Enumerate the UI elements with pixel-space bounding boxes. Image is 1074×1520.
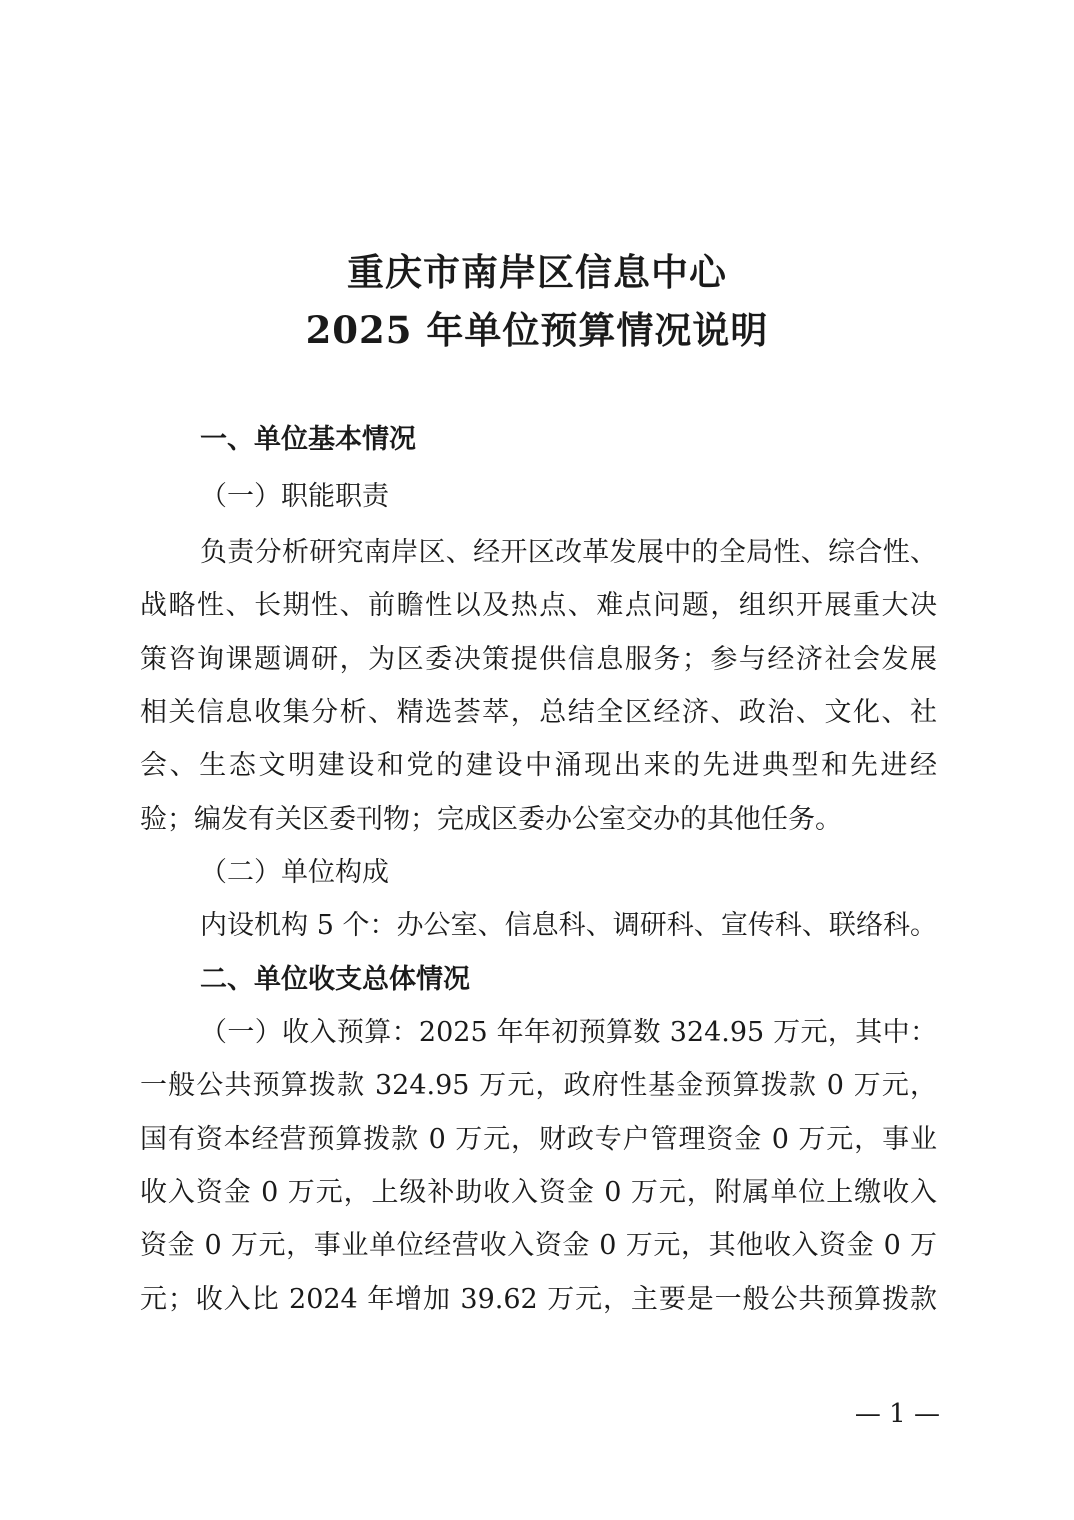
document-title-line-1: 重庆市南岸区信息中心: [347, 250, 727, 294]
section-heading-basic-info: 一、单位基本情况: [200, 424, 416, 455]
document-title-line-2: 2025 年单位预算情况说明: [305, 308, 769, 352]
paragraph-line: 验；编发有关区委刊物；完成区委办公室交办的其他任务。: [140, 804, 842, 835]
paragraph-line: 元；收入比 2024 年增加 39.62 万元，主要是一般公共预算拨款: [140, 1284, 937, 1315]
paragraph-line: 会、生态文明建设和党的建设中涌现出来的先进典型和先进经: [140, 750, 937, 781]
paragraph-line: 负责分析研究南岸区、经开区改革发展中的全局性、综合性、: [200, 537, 937, 568]
paragraph-line: 策咨询课题调研，为区委决策提供信息服务；参与经济社会发展: [140, 644, 937, 675]
subsection-heading-composition: （二）单位构成: [200, 857, 389, 888]
page-number: — 1 —: [854, 1399, 940, 1429]
paragraph-line: 内设机构 5 个：办公室、信息科、调研科、宣传科、联络科。: [200, 910, 937, 941]
paragraph-line: 战略性、长期性、前瞻性以及热点、难点问题，组织开展重大决: [140, 590, 937, 621]
paragraph-line: （一）收入预算：2025 年年初预算数 324.95 万元，其中：: [200, 1017, 937, 1048]
subsection-heading-duties: （一）职能职责: [200, 481, 389, 512]
paragraph-line: 国有资本经营预算拨款 0 万元，财政专户管理资金 0 万元，事业: [140, 1124, 937, 1155]
section-heading-budget-overview: 二、单位收支总体情况: [200, 964, 470, 995]
paragraph-line: 一般公共预算拨款 324.95 万元，政府性基金预算拨款 0 万元，: [140, 1070, 937, 1101]
paragraph-line: 资金 0 万元，事业单位经营收入资金 0 万元，其他收入资金 0 万: [140, 1230, 937, 1261]
paragraph-line: 收入资金 0 万元，上级补助收入资金 0 万元，附属单位上缴收入: [140, 1177, 937, 1208]
paragraph-line: 相关信息收集分析、精选荟萃，总结全区经济、政治、文化、社: [140, 697, 937, 728]
